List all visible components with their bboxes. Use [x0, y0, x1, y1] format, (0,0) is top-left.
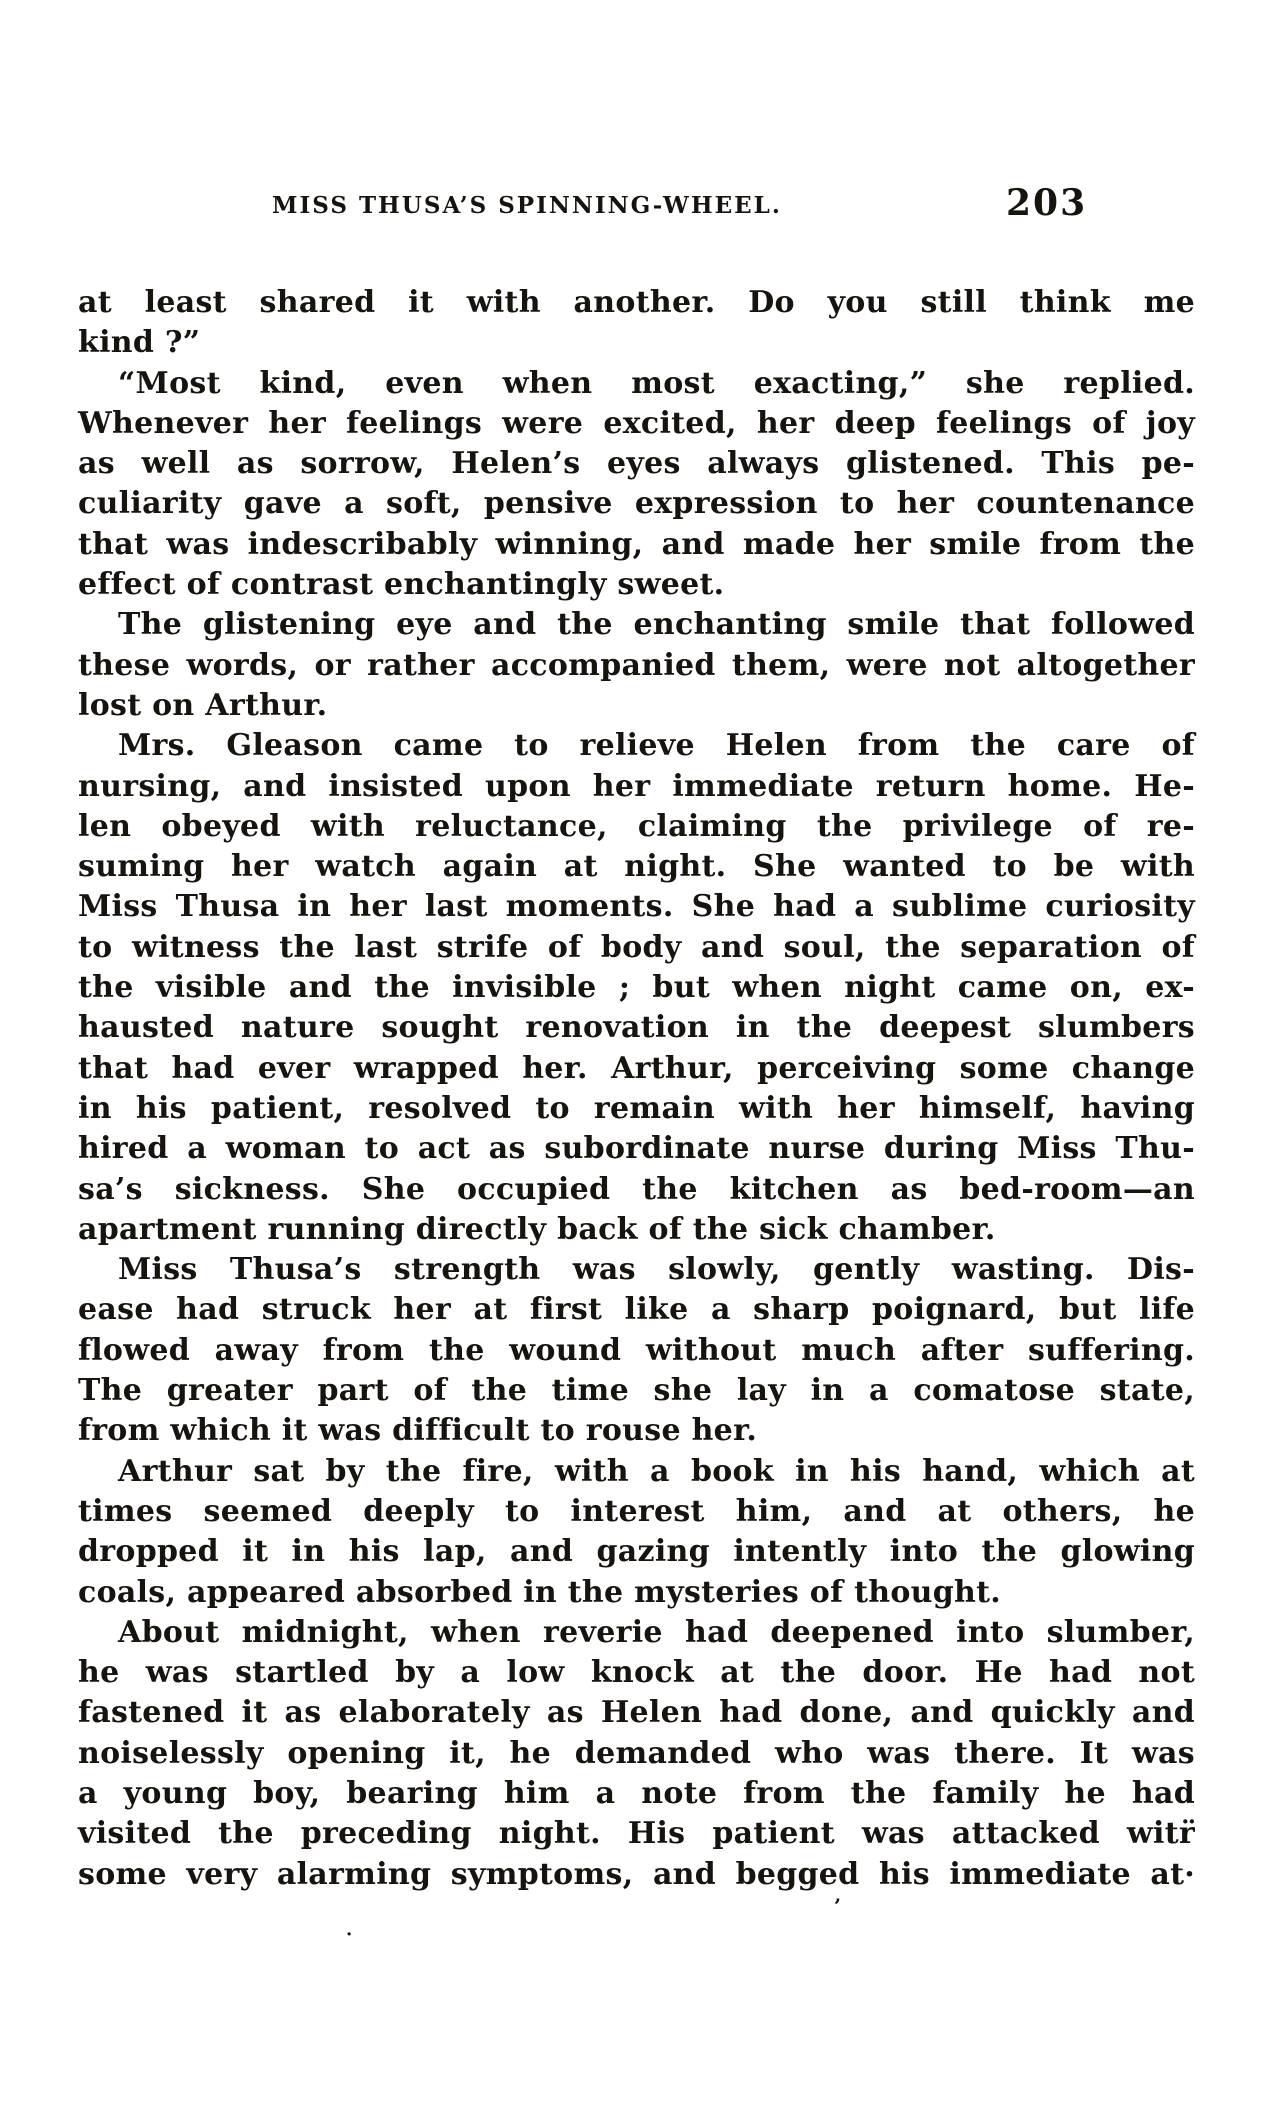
text-line: a young boy, bearing him a note from the family he had	[78, 1775, 1195, 1811]
text-line: sa’s sickness. She occupied the kitchen as bed-room—an	[78, 1171, 1195, 1207]
scan-artifact-dot: ·	[346, 1924, 353, 1945]
text-line: that was indescribably winning, and made her smile from the	[78, 526, 1195, 562]
text-line: as well as sorrow, Helen’s eyes always glistened. This pe-	[78, 446, 1195, 482]
text-line: lost on Arthur.	[78, 687, 328, 723]
text-line: Miss Thusa’s strength was slowly, gently wasting. Dis-	[118, 1252, 1195, 1288]
text-line: that had ever wrapped her. Arthur, perceiving some change	[78, 1050, 1195, 1086]
text-line: visited the preceding night. His patient was attacked witr̈	[78, 1816, 1195, 1852]
text-line: Mrs. Gleason came to relieve Helen from the care of	[118, 728, 1195, 764]
text-line: flowed away from the wound without much after suffering.	[78, 1332, 1195, 1368]
text-line: to witness the last strife of body and soul, the separation of	[78, 929, 1195, 965]
text-line: coals, appeared absorbed in the mysteries of thought.	[78, 1574, 1002, 1610]
text-line: The greater part of the time she lay in a comatose state,	[78, 1373, 1195, 1409]
text-line: hausted nature sought renovation in the deepest slumbers	[78, 1010, 1195, 1046]
text-line: The glistening eye and the enchanting smile that followed	[118, 607, 1195, 643]
text-line: hired a woman to act as subordinate nurse during Miss Thu-	[78, 1131, 1195, 1167]
text-line: Whenever her feelings were excited, her deep feelings of joy	[78, 405, 1195, 441]
text-line: kind ?”	[78, 325, 201, 361]
text-line: at least shared it with another. Do you still think me	[78, 285, 1195, 320]
text-line: dropped it in his lap, and gazing intently into the glowing	[78, 1534, 1195, 1570]
text-line: effect of contrast enchantingly sweet.	[78, 567, 725, 603]
text-line: he was startled by a low knock at the door. He had not	[78, 1655, 1195, 1691]
text-line: nursing, and insisted upon her immediate return home. He-	[78, 768, 1195, 804]
text-line: the visible and the invisible ; but when night came on, ex-	[78, 970, 1195, 1006]
running-head-title: MISS THUSA’S SPINNING-WHEEL.	[272, 192, 782, 219]
page-number: 203	[1006, 182, 1088, 224]
text-line: noiselessly opening it, he demanded who was there. It was	[78, 1735, 1195, 1771]
page-body	[78, 283, 1195, 1895]
text-line: some very alarming symptoms, and begged his immediate at·	[78, 1856, 1195, 1892]
text-line: About midnight, when reverie had deepened into slumber,	[118, 1614, 1195, 1650]
text-line: these words, or rather accompanied them, were not altogether	[78, 647, 1195, 683]
running-head	[78, 0, 1195, 240]
text-line: from which it was difficult to rouse her.	[78, 1413, 758, 1449]
text-line: ease had struck her at first like a sharp poignard, but life	[78, 1292, 1195, 1328]
text-line: suming her watch again at night. She wanted to be with	[78, 849, 1195, 885]
text-line: culiarity gave a soft, pensive expression to her countenance	[78, 486, 1195, 522]
text-line: apartment running directly back of the sick chamber.	[78, 1211, 996, 1247]
text-line: Arthur sat by the fire, with a book in his hand, which at	[118, 1453, 1195, 1489]
text-line: times seemed deeply to interest him, and at others, he	[78, 1493, 1195, 1529]
text-line: in his patient, resolved to remain with her himself, having	[78, 1090, 1195, 1126]
text-line: “Most kind, even when most exacting,” she replied.	[118, 365, 1195, 401]
text-line: Miss Thusa in her last moments. She had a sublime curiosity	[78, 889, 1195, 925]
scan-artifact-quote: ’	[834, 1894, 841, 1918]
text-line: len obeyed with reluctance, claiming the privilege of re-	[78, 808, 1195, 844]
text-line: fastened it as elaborately as Helen had done, and quickly and	[78, 1695, 1195, 1731]
